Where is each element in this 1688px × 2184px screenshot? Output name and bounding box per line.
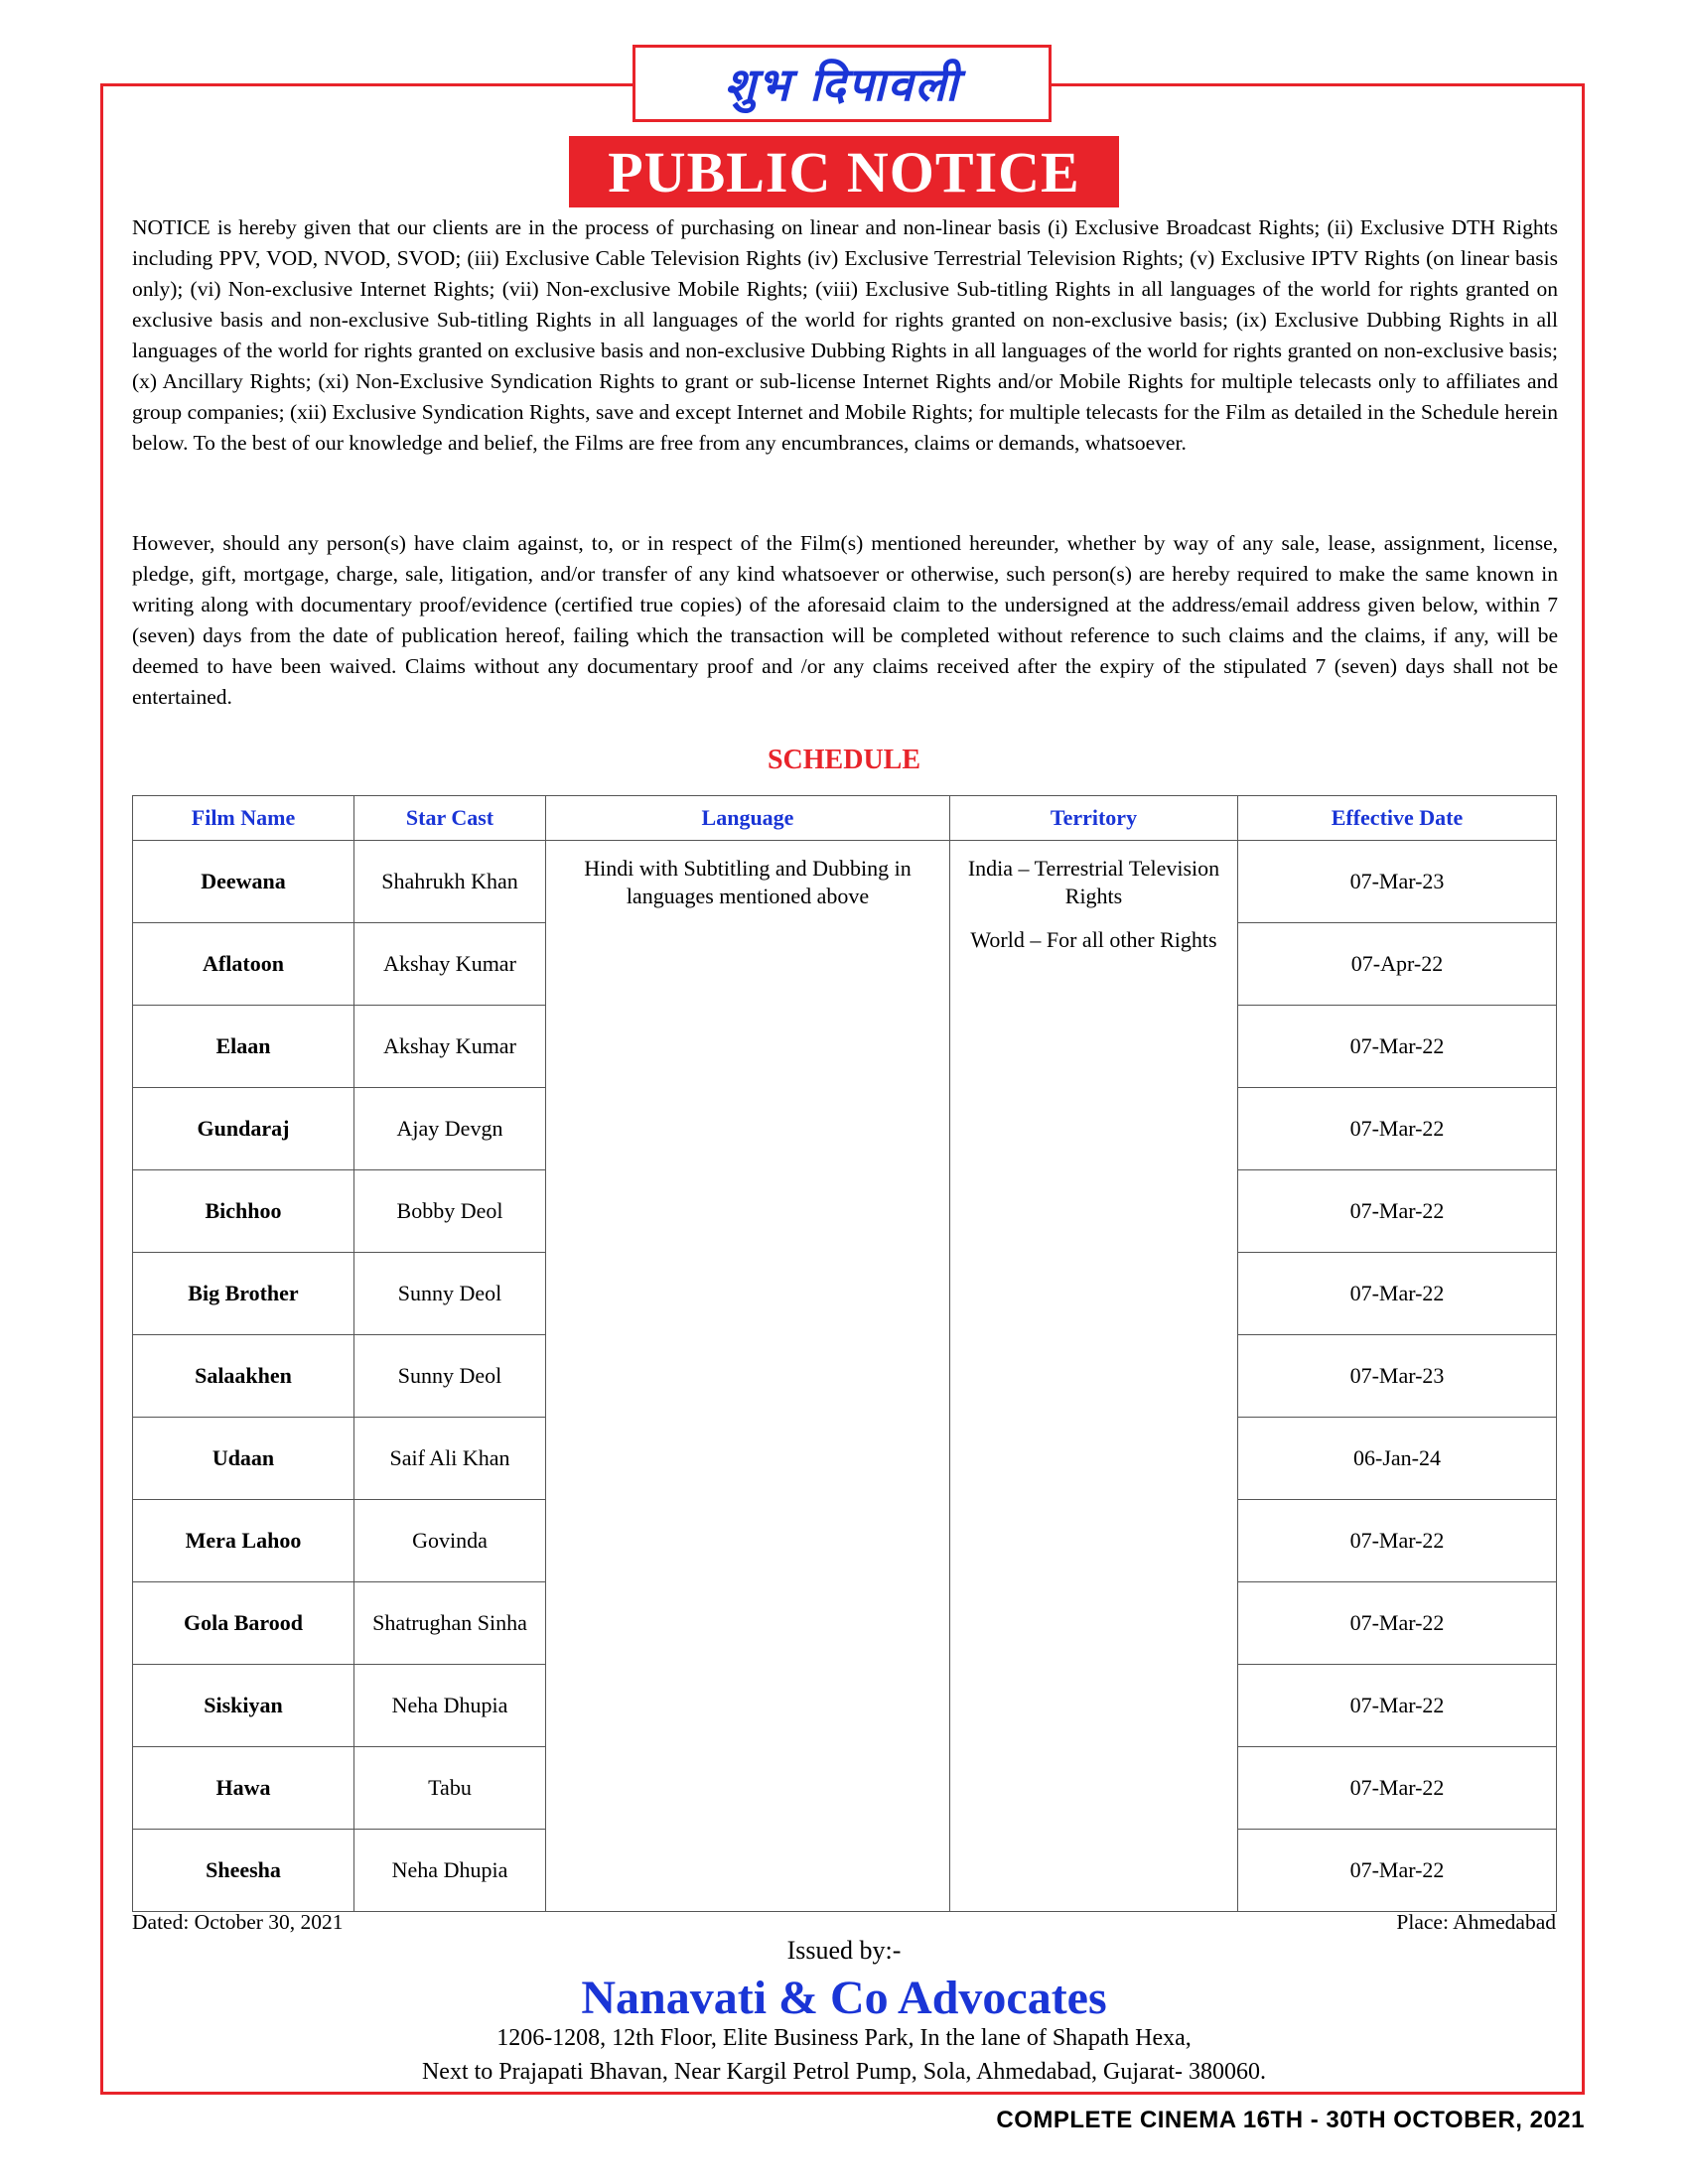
film-name-cell: Siskiyan: [133, 1665, 354, 1747]
star-cast-cell: Shahrukh Khan: [354, 841, 546, 923]
effective-date-cell: 07-Mar-22: [1238, 1500, 1557, 1582]
header-effective-date: Effective Date: [1238, 796, 1557, 841]
star-cast-cell: Akshay Kumar: [354, 1006, 546, 1088]
title-banner: [569, 136, 1119, 207]
header-star-cast: Star Cast: [354, 796, 546, 841]
effective-date-cell: 07-Mar-22: [1238, 1747, 1557, 1830]
territory-line: World – For all other Rights: [970, 927, 1217, 952]
film-name-cell: Mera Lahoo: [133, 1500, 354, 1582]
address-line-1: 1206-1208, 12th Floor, Elite Business Park, In the lane of Shapath Hexa,: [496, 2025, 1192, 2051]
issued-by-label: Issued by:-: [786, 1936, 902, 1965]
effective-date-cell: 06-Jan-24: [1238, 1418, 1557, 1500]
film-name-cell: Big Brother: [133, 1253, 354, 1335]
effective-date-cell: 07-Mar-22: [1238, 1253, 1557, 1335]
page-title: PUBLIC NOTICE: [608, 139, 1080, 205]
territory-line: India – Terrestrial Television Rights: [967, 856, 1220, 908]
territory-cell: [950, 841, 1238, 1912]
diwali-greeting-box: [633, 45, 1052, 122]
address-line-2: Next to Prajapati Bhavan, Near Kargil Petrol Pump, Sola, Ahmedabad, Gujarat- 380060.: [421, 2059, 1267, 2085]
film-name-cell: Hawa: [133, 1747, 354, 1830]
firm-name: Nanavati & Co Advocates: [581, 1972, 1107, 2024]
effective-date-cell: 07-Mar-22: [1238, 1830, 1557, 1912]
dated-line: Dated: October 30, 2021: [132, 1910, 344, 1934]
effective-date-cell: 07-Mar-22: [1238, 1006, 1557, 1088]
star-cast-cell: Govinda: [354, 1500, 546, 1582]
star-cast-cell: Sunny Deol: [354, 1335, 546, 1418]
effective-date-cell: 07-Mar-22: [1238, 1582, 1557, 1665]
diwali-greeting: शुभ दिपावली: [724, 58, 960, 111]
film-name-cell: Sheesha: [133, 1830, 354, 1912]
header-film-name: Film Name: [133, 796, 354, 841]
star-cast-cell: Neha Dhupia: [354, 1830, 546, 1912]
schedule-table: [132, 795, 1557, 1912]
language-cell: Hindi with Subtitling and Dubbing in languages mentioned above: [546, 841, 950, 1912]
film-name-cell: Udaan: [133, 1418, 354, 1500]
notice-paragraph-1: NOTICE is hereby given that our clients are in the process of purchasing on linear and non-linear basis (i) Exclusive Broadcast Rights; (ii) Exclusive DTH Rights including PPV, VOD, NVOD, SVOD; (iii) Exclusive Cable Television Rights (iv) Exclusive Terrestrial Television Rights; (v) Exclusive IPTV Rights (on linear basis only); (vi) Non-exclusive Internet Rights; (vii) Non-exclusive Mobile Rights; (viii) Exclusive Sub-titling Rights in all languages of the world for rights granted on exclusive basis and non-exclusive Sub-titling Rights in all languages of the world for rights granted on non-exclusive basis; (ix) Exclusive Dubbing Rights in all languages of the world for rights granted on exclusive basis and non-exclusive Dubbing Rights in all languages of the world for rights granted on non-exclusive basis; (x) Ancillary Rights; (xi) Non-Exclusive Syndication Rights to grant or sub-license Internet Rights and/or Mobile Rights for multiple telecasts only to affiliates and group companies; (xii) Exclusive Syndication Rights, save and except Internet and Mobile Rights; for multiple telecasts for the Film as detailed in the Schedule herein below. To the best of our knowledge and belief, the Films are free from any encumbrances, claims or demands, whatsoever.: [132, 215, 1558, 455]
star-cast-cell: Ajay Devgn: [354, 1088, 546, 1170]
publication-footer: COMPLETE CINEMA 16TH - 30TH OCTOBER, 2021: [996, 2107, 1585, 2133]
star-cast-cell: Neha Dhupia: [354, 1665, 546, 1747]
star-cast-cell: Akshay Kumar: [354, 923, 546, 1006]
effective-date-cell: 07-Mar-23: [1238, 841, 1557, 923]
schedule-heading: SCHEDULE: [767, 745, 921, 775]
film-name-cell: Gola Barood: [133, 1582, 354, 1665]
effective-date-cell: 07-Apr-22: [1238, 923, 1557, 1006]
film-name-cell: Gundaraj: [133, 1088, 354, 1170]
film-name-cell: Elaan: [133, 1006, 354, 1088]
header-language: Language: [546, 796, 950, 841]
star-cast-cell: Tabu: [354, 1747, 546, 1830]
place-line: Place: Ahmedabad: [1396, 1910, 1556, 1934]
effective-date-cell: 07-Mar-23: [1238, 1335, 1557, 1418]
film-name-cell: Deewana: [133, 841, 354, 923]
film-name-cell: Salaakhen: [133, 1335, 354, 1418]
star-cast-cell: Shatrughan Sinha: [354, 1582, 546, 1665]
effective-date-cell: 07-Mar-22: [1238, 1665, 1557, 1747]
star-cast-cell: Saif Ali Khan: [354, 1418, 546, 1500]
notice-paragraph-2: However, should any person(s) have claim against, to, or in respect of the Film(s) mentioned hereunder, whether by way of any sale, lease, assignment, license, pledge, gift, mortgage, charge, sale, litigation, and/or transfer of any kind whatsoever or otherwise, such person(s) are hereby required to make the same known in writing along with documentary proof/evidence (certified true copies) of the aforesaid claim to the undersigned at the address/email address given below, within 7 (seven) days from the date of publication hereof, failing which the transaction will be completed without reference to such claims and the claims, if any, will be deemed to have been waived. Claims without any documentary proof and /or any claims received after the expiry of the stipulated 7 (seven) days shall not be entertained.: [132, 531, 1558, 709]
effective-date-cell: 07-Mar-22: [1238, 1088, 1557, 1170]
table-header-row: [133, 796, 1557, 841]
header-territory: Territory: [950, 796, 1238, 841]
film-name-cell: Aflatoon: [133, 923, 354, 1006]
star-cast-cell: Bobby Deol: [354, 1170, 546, 1253]
film-name-cell: Bichhoo: [133, 1170, 354, 1253]
table-row: [133, 841, 1557, 923]
effective-date-cell: 07-Mar-22: [1238, 1170, 1557, 1253]
star-cast-cell: Sunny Deol: [354, 1253, 546, 1335]
